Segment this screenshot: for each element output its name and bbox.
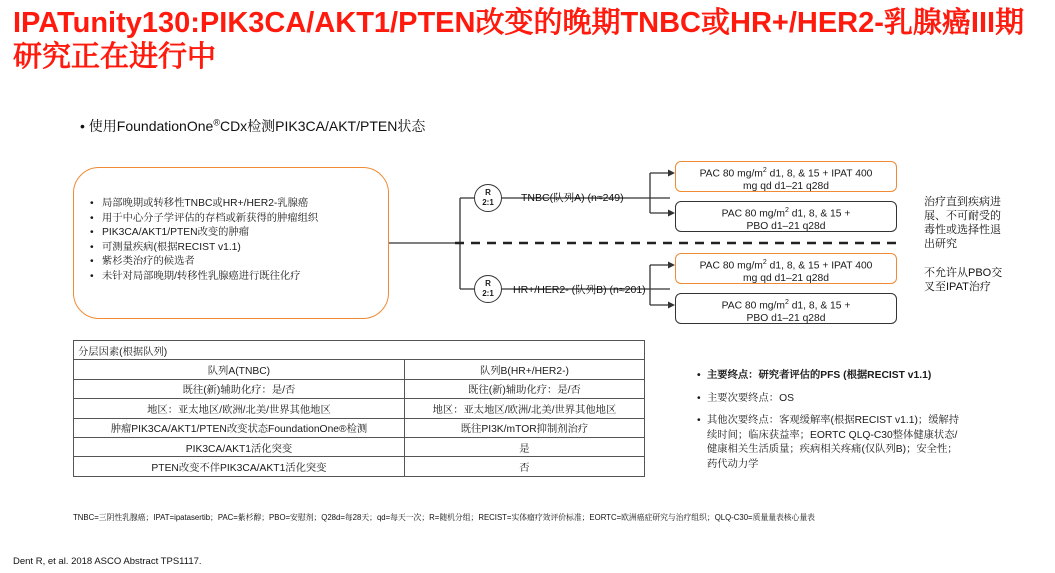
table-row: 既往(新)辅助化疗：是/否 既往(新)辅助化疗：是/否 [74,379,645,398]
cohort-b-label: HR+/HER2- (队列B) (n≈201) [513,284,646,296]
eligibility-item: • 可测量疾病(根据RECIST v1.1) [88,241,378,256]
crossover-note: 不允许从PBO交 叉至IPAT治疗 [924,267,1003,293]
endpoints-list [697,369,965,480]
arrow-icon [668,170,675,177]
stratification-table [73,340,645,477]
primary-endpoint: • 主要终点：研究者评估的PFS (根据RECIST v1.1) [697,369,965,384]
page-title: IPATunity130:PIK3CA/AKT1/PTEN改变的晚期TNBC或HR+/HER2-乳腺癌III期研究正在进行中 [13,7,1025,73]
key-secondary-endpoint: • 主要次要终点：OS [697,392,965,407]
treatment-duration-note: 治疗直到疾病进 展、不可耐受的 毒性或选择性退 出研究 [924,196,1001,250]
table-header: 分层因素(根据队列) [74,341,645,360]
cohort-a-label: TNBC(队列A) (n≈249) [521,192,624,204]
arrow-icon [668,302,675,309]
arrow-icon [668,262,675,269]
reference: Dent R, et al. 2018 ASCO Abstract TPS1117. [13,556,202,567]
abbreviations-footnote: TNBC=三阴性乳腺癌；IPAT=ipatasertib；PAC=紫杉醇；PBO=安慰剂；Q28d=每28天；qd=每天一次；R=随机分组；RECIST=实体瘤疗效评价标准；EORTC=欧洲癌症研究与治疗组织；QLQ-C30=质量量表核心量表 [73,513,815,522]
eligibility-item: • 未针对局部晚期/转移性乳腺癌进行既往化疗 [88,270,378,285]
table-row: 肿瘤PIK3CA/AKT1/PTEN改变状态FoundationOne®检测 既往PI3K/mTOR抑制剂治疗 [74,418,645,437]
eligibility-item: • 紫杉类治疗的候选者 [88,255,378,270]
eligibility-item: • 局部晚期或转移性TNBC或HR+/HER2-乳腺癌 [88,197,378,212]
table-row: PTEN改变不伴PIK3CA/AKT1活化突变 否 [74,457,645,476]
table-row: 队列A(TNBC) 队列B(HR+/HER2-) [74,360,645,379]
treatment-box-a-pbo: PAC 80 $mg/m^2$ d1, 8, & 15 + PBO d1–21 q28d [675,201,897,232]
randomization-circle-b: R 2:1 [474,275,502,303]
arrow-icon [668,210,675,217]
eligibility-item: • PIK3CA/AKT1/PTEN改变的肿瘤 [88,226,378,241]
other-secondary-endpoints: • 其他次要终点：客观缓解率(根据RECIST v1.1)；缓解持续时间；临床获益率；EORTC QLQ-C30整体健康状态/健康相关生活质量；疾病相关疼痛(仅队列B)；安全性；药代动力学 [697,414,965,472]
treatment-box-b-pbo: PAC 80 $mg/m^2$ d1, 8, & 15 + PBO d1–21 q28d [675,293,897,324]
table-row: PIK3CA/AKT1活化突变 是 [74,437,645,456]
treatment-box-b-ipat: PAC 80 $mg/m^2$ d1, 8, & 15 + IPAT 400 mg qd d1–21 q28d [675,253,897,284]
eligibility-item: • 用于中心分子学评估的存档或新获得的肿瘤组织 [88,212,378,227]
treatment-box-a-ipat: PAC 80 $mg/m^2$ d1, 8, & 15 + IPAT 400 mg qd d1–21 q28d [675,161,897,192]
randomization-circle-a: R 2:1 [474,184,502,212]
table-row: 地区：亚太地区/欧洲/北美/世界其他地区 地区：亚太地区/欧洲/北美/世界其他地区 [74,399,645,418]
assay-note: • 使用FoundationOne®CDx检测PIK3CA/AKT/PTEN状态 [80,117,426,134]
